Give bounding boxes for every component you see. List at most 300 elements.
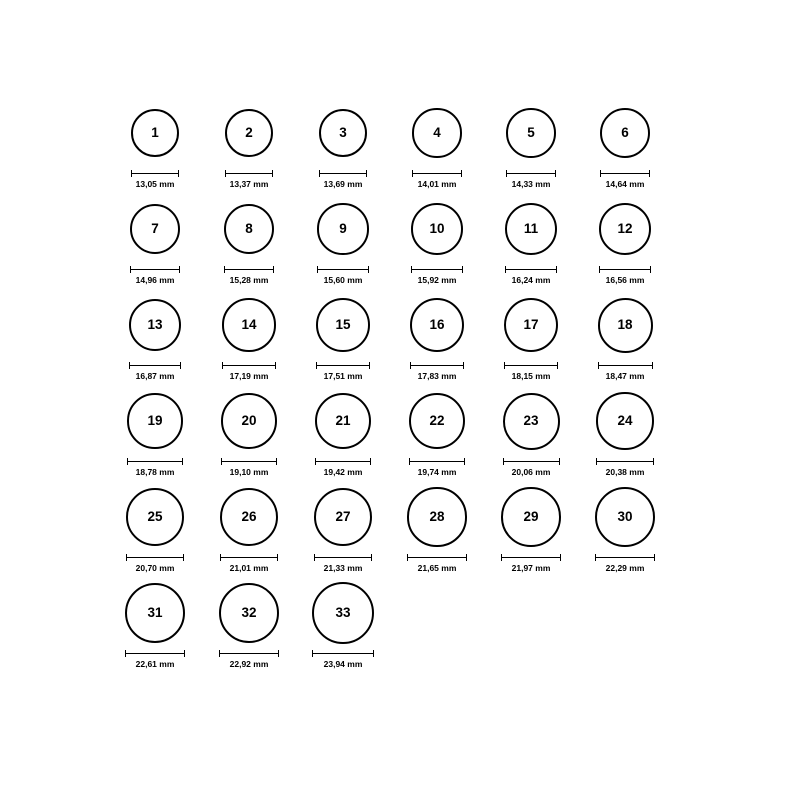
dimension-tick-right — [559, 458, 560, 465]
ring-size-number: 10 — [429, 221, 445, 237]
ring-circle-wrap — [316, 288, 370, 362]
ring-size-number: 13 — [147, 317, 163, 333]
ring-size-number: 9 — [339, 221, 347, 237]
dimension-bar — [407, 557, 466, 558]
ring-diameter-label: 13,37 mm — [229, 179, 269, 189]
ring-size-number: 5 — [527, 125, 535, 141]
ring-size-number: 6 — [621, 125, 629, 141]
dimension-line — [319, 170, 368, 177]
ring-diameter-label: 14,01 mm — [417, 179, 457, 189]
ring-diameter-label: 15,28 mm — [229, 275, 269, 285]
ring-size-cell — [296, 288, 390, 384]
dimension-tick-left — [317, 266, 318, 273]
dimension-tick-right — [649, 170, 650, 177]
dimension-tick-left — [596, 458, 597, 465]
dimension-line — [412, 170, 461, 177]
ring-diameter-label: 14,64 mm — [605, 179, 645, 189]
ring-circle — [225, 109, 273, 157]
ring-dimension — [108, 458, 202, 478]
ring-dimension — [108, 266, 202, 286]
dimension-bar — [125, 653, 185, 654]
ring-dimension — [484, 362, 578, 382]
ring-size-cell — [202, 576, 296, 672]
dimension-tick-left — [221, 458, 222, 465]
ring-size-number: 24 — [617, 413, 633, 429]
dimension-tick-left — [503, 458, 504, 465]
ring-circle-wrap — [599, 192, 652, 266]
ring-size-number: 8 — [245, 221, 253, 237]
ring-dimension — [390, 362, 484, 382]
dimension-tick-right — [653, 458, 654, 465]
ring-circle — [312, 582, 374, 644]
ring-size-cell — [296, 192, 390, 288]
ring-dimension — [296, 362, 390, 382]
dimension-tick-left — [129, 362, 130, 369]
ring-size-number: 25 — [147, 509, 163, 525]
ring-diameter-label: 16,87 mm — [135, 371, 175, 381]
ring-circle — [501, 487, 561, 547]
ring-size-cell — [484, 384, 578, 480]
dimension-tick-right — [557, 362, 558, 369]
ring-size-number: 31 — [147, 605, 163, 621]
ring-size-number: 20 — [241, 413, 257, 429]
ring-dimension — [484, 170, 578, 190]
ring-size-cell — [202, 96, 296, 192]
dimension-tick-left — [225, 170, 226, 177]
ring-size-cell — [202, 384, 296, 480]
dimension-line — [595, 554, 655, 561]
ring-circle — [410, 298, 464, 352]
ring-circle — [224, 204, 275, 255]
dimension-line — [598, 362, 653, 369]
dimension-line — [126, 554, 184, 561]
ring-circle — [505, 203, 557, 255]
dimension-bar — [410, 365, 464, 366]
ring-circle-wrap — [126, 480, 184, 554]
ring-dimension — [578, 266, 672, 286]
ring-dimension — [108, 170, 202, 190]
ring-dimension — [578, 170, 672, 190]
dimension-line — [125, 650, 185, 657]
dimension-bar — [219, 653, 280, 654]
dimension-tick-left — [314, 554, 315, 561]
dimension-tick-left — [219, 650, 220, 657]
ring-dimension — [296, 170, 390, 190]
ring-dimension — [484, 554, 578, 574]
dimension-tick-right — [373, 650, 374, 657]
ring-size-cell — [578, 96, 672, 192]
dimension-tick-left — [220, 554, 221, 561]
ring-diameter-label: 13,69 mm — [323, 179, 363, 189]
dimension-line — [314, 554, 373, 561]
ring-size-number: 4 — [433, 125, 441, 141]
dimension-tick-right — [560, 554, 561, 561]
dimension-tick-right — [368, 266, 369, 273]
ring-circle — [319, 109, 368, 158]
dimension-tick-right — [370, 458, 371, 465]
dimension-tick-right — [278, 650, 279, 657]
dimension-line — [504, 362, 559, 369]
ring-size-cell — [108, 192, 202, 288]
dimension-tick-right — [182, 458, 183, 465]
ring-circle — [221, 393, 277, 449]
ring-dimension — [390, 458, 484, 478]
ring-circle-wrap — [127, 384, 182, 458]
ring-size-cell — [484, 480, 578, 576]
dimension-tick-right — [272, 170, 273, 177]
ring-circle — [411, 203, 463, 255]
dimension-tick-left — [595, 554, 596, 561]
ring-size-cell — [578, 288, 672, 384]
ring-circle — [596, 392, 653, 449]
dimension-bar — [127, 461, 182, 462]
dimension-tick-left — [315, 458, 316, 465]
dimension-bar — [314, 557, 373, 558]
ring-size-grid — [108, 96, 708, 672]
dimension-tick-left — [506, 170, 507, 177]
dimension-bar — [506, 173, 556, 174]
ring-dimension — [296, 266, 390, 286]
dimension-tick-right — [273, 266, 274, 273]
ring-dimension — [108, 650, 202, 670]
ring-diameter-label: 13,05 mm — [135, 179, 175, 189]
ring-size-cell — [390, 384, 484, 480]
dimension-bar — [505, 269, 557, 270]
ring-diameter-label: 15,60 mm — [323, 275, 363, 285]
ring-circle-wrap — [503, 384, 560, 458]
ring-dimension — [296, 554, 390, 574]
ring-circle-wrap — [410, 288, 464, 362]
ring-circle — [595, 487, 655, 547]
dimension-bar — [130, 269, 181, 270]
ring-size-cell — [202, 288, 296, 384]
ring-circle — [130, 204, 181, 255]
dimension-tick-right — [275, 362, 276, 369]
dimension-tick-left — [224, 266, 225, 273]
ring-circle-wrap — [409, 384, 466, 458]
dimension-tick-right — [650, 266, 651, 273]
dimension-line — [127, 458, 182, 465]
ring-diameter-label: 21,01 mm — [229, 563, 269, 573]
dimension-tick-left — [505, 266, 506, 273]
dimension-line — [600, 170, 650, 177]
ring-size-number: 28 — [429, 509, 445, 525]
ring-size-number: 22 — [429, 413, 445, 429]
dimension-line — [220, 554, 278, 561]
ring-circle — [222, 298, 275, 351]
ring-dimension — [296, 458, 390, 478]
dimension-tick-right — [180, 362, 181, 369]
dimension-tick-right — [371, 554, 372, 561]
ring-circle — [506, 108, 556, 158]
ring-circle-wrap — [600, 96, 650, 170]
ring-size-cell — [108, 480, 202, 576]
ring-diameter-label: 14,96 mm — [135, 275, 175, 285]
ring-diameter-label: 16,56 mm — [605, 275, 645, 285]
ring-dimension — [108, 362, 202, 382]
ring-size-number: 33 — [335, 605, 351, 621]
ring-diameter-label: 20,70 mm — [135, 563, 175, 573]
dimension-line — [407, 554, 466, 561]
ring-size-cell — [108, 576, 202, 672]
ring-circle — [504, 298, 559, 353]
dimension-tick-right — [463, 362, 464, 369]
ring-circle-wrap — [505, 192, 557, 266]
dimension-tick-left — [319, 170, 320, 177]
ring-dimension — [484, 266, 578, 286]
ring-dimension — [202, 266, 296, 286]
ring-size-number: 17 — [523, 317, 539, 333]
dimension-tick-left — [409, 458, 410, 465]
ring-dimension — [202, 650, 296, 670]
ring-size-number: 15 — [335, 317, 351, 333]
ring-size-number: 16 — [429, 317, 445, 333]
ring-size-cell — [202, 192, 296, 288]
dimension-tick-left — [412, 170, 413, 177]
dimension-line — [225, 170, 273, 177]
ring-circle — [317, 203, 368, 254]
ring-size-number: 14 — [241, 317, 257, 333]
ring-size-cell — [108, 288, 202, 384]
ring-size-cell — [202, 480, 296, 576]
ring-circle — [315, 393, 371, 449]
ring-diameter-label: 18,78 mm — [135, 467, 175, 477]
dimension-bar — [126, 557, 184, 558]
dimension-tick-left — [222, 362, 223, 369]
dimension-line — [221, 458, 277, 465]
dimension-line — [505, 266, 557, 273]
ring-size-cell — [296, 384, 390, 480]
ring-size-cell — [484, 192, 578, 288]
ring-circle-wrap — [506, 96, 556, 170]
ring-circle — [129, 299, 182, 352]
ring-circle-wrap — [225, 96, 273, 170]
dimension-bar — [220, 557, 278, 558]
dimension-bar — [221, 461, 277, 462]
ring-circle-wrap — [220, 480, 278, 554]
dimension-bar — [599, 269, 652, 270]
ring-size-number: 2 — [245, 125, 253, 141]
ring-dimension — [484, 458, 578, 478]
dimension-line — [599, 266, 652, 273]
dimension-bar — [316, 365, 370, 366]
dimension-tick-left — [126, 554, 127, 561]
dimension-line — [315, 458, 371, 465]
ring-size-cell — [390, 96, 484, 192]
dimension-tick-left — [131, 170, 132, 177]
ring-circle-wrap — [596, 384, 653, 458]
ring-circle-wrap — [221, 384, 277, 458]
ring-dimension — [108, 554, 202, 574]
ring-circle-wrap — [130, 192, 181, 266]
ring-size-cell — [484, 96, 578, 192]
ring-diameter-label: 17,19 mm — [229, 371, 269, 381]
ring-circle-wrap — [407, 480, 466, 554]
ring-circle-wrap — [598, 288, 653, 362]
dimension-bar — [317, 269, 368, 270]
ring-size-cell — [390, 480, 484, 576]
ring-size-number: 1 — [151, 125, 159, 141]
dimension-tick-left — [316, 362, 317, 369]
ring-circle-wrap — [319, 96, 368, 170]
dimension-tick-right — [464, 458, 465, 465]
ring-dimension — [296, 650, 390, 670]
ring-circle — [409, 393, 466, 450]
dimension-bar — [595, 557, 655, 558]
dimension-tick-right — [461, 170, 462, 177]
ring-circle — [600, 108, 650, 158]
ring-diameter-label: 23,94 mm — [323, 659, 363, 669]
ring-diameter-label: 21,33 mm — [323, 563, 363, 573]
ring-diameter-label: 19,42 mm — [323, 467, 363, 477]
dimension-bar — [222, 365, 275, 366]
dimension-tick-left — [411, 266, 412, 273]
dimension-bar — [319, 173, 368, 174]
ring-size-number: 7 — [151, 221, 159, 237]
dimension-tick-left — [312, 650, 313, 657]
ring-circle-wrap — [411, 192, 463, 266]
ring-circle — [125, 583, 185, 643]
ring-diameter-label: 20,38 mm — [605, 467, 645, 477]
dimension-bar — [503, 461, 560, 462]
dimension-tick-right — [277, 554, 278, 561]
ring-circle — [127, 393, 182, 448]
ring-diameter-label: 22,29 mm — [605, 563, 645, 573]
ring-circle-wrap — [129, 288, 182, 362]
ring-size-number: 32 — [241, 605, 257, 621]
dimension-tick-right — [366, 170, 367, 177]
dimension-line — [411, 266, 463, 273]
dimension-bar — [312, 653, 374, 654]
ring-circle-wrap — [504, 288, 559, 362]
ring-size-number: 3 — [339, 125, 347, 141]
ring-diameter-label: 22,92 mm — [229, 659, 269, 669]
ring-dimension — [578, 362, 672, 382]
dimension-bar — [411, 269, 463, 270]
ring-dimension — [390, 266, 484, 286]
dimension-tick-right — [179, 266, 180, 273]
ring-diameter-label: 16,24 mm — [511, 275, 551, 285]
ring-circle — [598, 298, 653, 353]
dimension-bar — [225, 173, 273, 174]
ring-circle — [407, 487, 466, 546]
ring-size-number: 18 — [617, 317, 633, 333]
dimension-tick-right — [556, 266, 557, 273]
dimension-tick-right — [178, 170, 179, 177]
dimension-bar — [596, 461, 653, 462]
dimension-line — [131, 170, 179, 177]
ring-dimension — [202, 170, 296, 190]
ring-circle-wrap — [501, 480, 561, 554]
ring-size-cell — [108, 96, 202, 192]
dimension-bar — [600, 173, 650, 174]
dimension-line — [596, 458, 653, 465]
dimension-tick-left — [127, 458, 128, 465]
ring-circle — [599, 203, 652, 256]
ring-size-cell — [578, 192, 672, 288]
dimension-tick-right — [276, 458, 277, 465]
dimension-bar — [598, 365, 653, 366]
ring-circle-wrap — [315, 384, 371, 458]
ring-size-cell — [390, 192, 484, 288]
ring-circle — [131, 109, 179, 157]
dimension-bar — [412, 173, 461, 174]
ring-size-number: 12 — [617, 221, 633, 237]
ring-size-cell — [296, 576, 390, 672]
dimension-tick-left — [504, 362, 505, 369]
dimension-tick-left — [598, 362, 599, 369]
dimension-line — [219, 650, 280, 657]
dimension-bar — [409, 461, 466, 462]
ring-circle — [503, 393, 560, 450]
ring-dimension — [578, 554, 672, 574]
dimension-bar — [131, 173, 179, 174]
dimension-line — [312, 650, 374, 657]
ring-dimension — [202, 554, 296, 574]
dimension-tick-right — [654, 554, 655, 561]
dimension-tick-left — [410, 362, 411, 369]
dimension-tick-left — [407, 554, 408, 561]
dimension-bar — [129, 365, 182, 366]
ring-size-cell — [578, 480, 672, 576]
dimension-tick-right — [466, 554, 467, 561]
ring-dimension — [202, 362, 296, 382]
ring-diameter-label: 21,97 mm — [511, 563, 551, 573]
ring-diameter-label: 18,47 mm — [605, 371, 645, 381]
ring-size-cell — [578, 384, 672, 480]
dimension-line — [129, 362, 182, 369]
dimension-line — [501, 554, 561, 561]
ring-circle-wrap — [224, 192, 275, 266]
ring-diameter-label: 22,61 mm — [135, 659, 175, 669]
ring-dimension — [202, 458, 296, 478]
dimension-bar — [501, 557, 561, 558]
ring-size-number: 29 — [523, 509, 539, 525]
ring-circle — [219, 583, 280, 644]
ring-circle-wrap — [314, 480, 373, 554]
dimension-tick-right — [183, 554, 184, 561]
ring-diameter-label: 19,10 mm — [229, 467, 269, 477]
ring-dimension — [578, 458, 672, 478]
ring-circle — [412, 108, 461, 157]
ring-size-number: 27 — [335, 509, 351, 525]
ring-circle-wrap — [412, 96, 461, 170]
ring-diameter-label: 17,51 mm — [323, 371, 363, 381]
dimension-bar — [504, 365, 559, 366]
ring-size-number: 21 — [335, 413, 351, 429]
ring-circle-wrap — [312, 576, 374, 650]
ring-size-number: 11 — [523, 221, 539, 237]
ring-circle — [314, 488, 373, 547]
dimension-line — [316, 362, 370, 369]
dimension-tick-left — [125, 650, 126, 657]
dimension-bar — [224, 269, 275, 270]
ring-circle-wrap — [317, 192, 368, 266]
dimension-line — [410, 362, 464, 369]
dimension-tick-left — [599, 266, 600, 273]
dimension-line — [503, 458, 560, 465]
dimension-line — [317, 266, 368, 273]
ring-size-cell — [108, 384, 202, 480]
ring-size-cell — [484, 288, 578, 384]
dimension-tick-right — [555, 170, 556, 177]
ring-diameter-label: 14,33 mm — [511, 179, 551, 189]
dimension-tick-right — [652, 362, 653, 369]
dimension-bar — [315, 461, 371, 462]
ring-circle — [220, 488, 278, 546]
ring-circle-wrap — [595, 480, 655, 554]
dimension-tick-left — [600, 170, 601, 177]
